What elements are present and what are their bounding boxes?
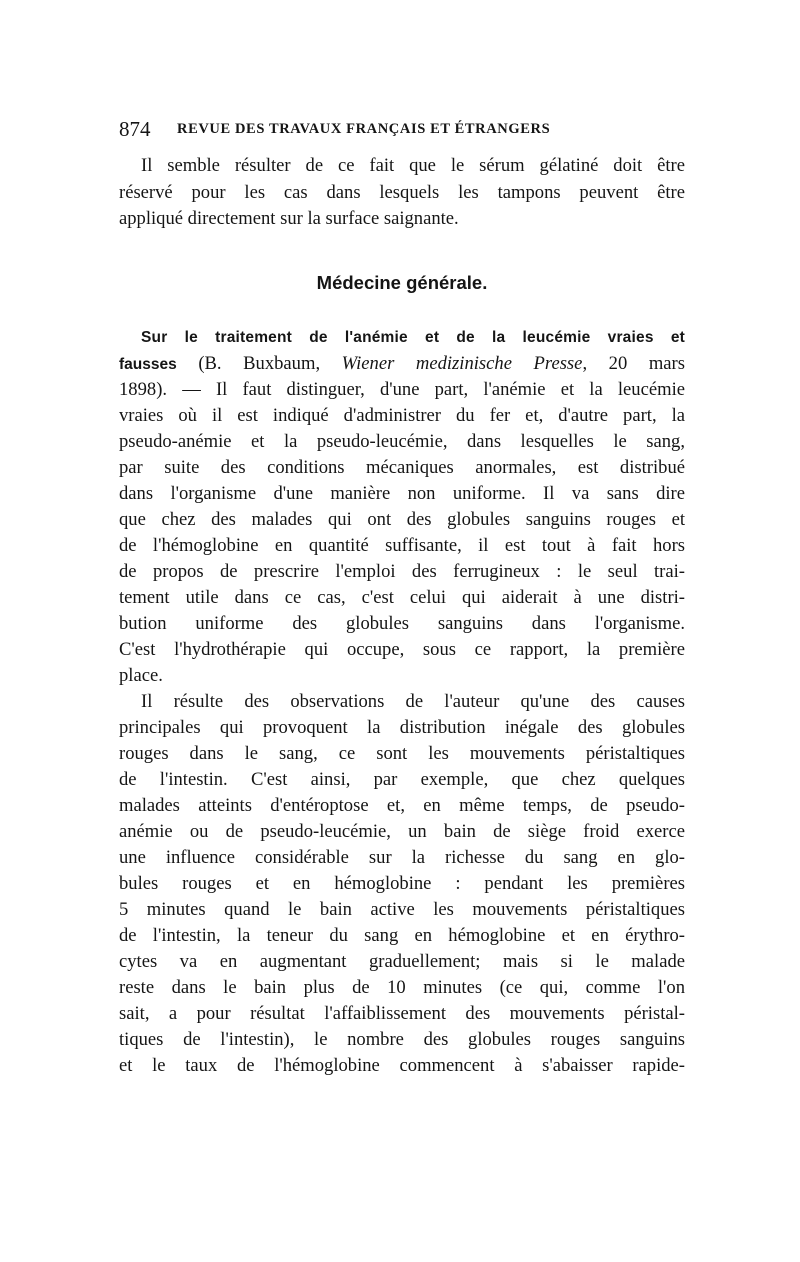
text-line: pseudo-anémie et la pseudo-leucémie, dans lesquelles le sang,: [119, 431, 685, 452]
text-line: dans l'organisme d'une manière non uniforme. Il va sans dire: [119, 483, 685, 504]
citation-date: , 20 mars: [582, 353, 685, 374]
text-line: malades atteints d'entéroptose et, en même temps, de pseudo-: [119, 795, 685, 816]
text-line: Il résulte des observations de l'auteur qu'une des causes: [141, 691, 685, 712]
text-line: une influence considérable sur la richesse du sang en glo-: [119, 847, 685, 868]
page-number: 874: [119, 117, 151, 141]
text-line: anémie ou de pseudo-leucémie, un bain de siège froid exerce: [119, 821, 685, 842]
article-citation-line: [119, 351, 685, 377]
text-line: appliqué directement sur la surface saignante.: [119, 208, 459, 229]
text-line: principales qui provoquent la distribution inégale des globules: [119, 717, 685, 738]
text-line: vraies où il est indiqué d'administrer du fer et, d'autre part, la: [119, 405, 685, 426]
citation-journal: Wiener medizinische Presse: [341, 353, 583, 374]
text-line: sait, a pour résultat l'affaiblissement des mouvements péristal-: [119, 1003, 685, 1024]
text-line: que chez des malades qui ont des globules sanguins rouges et: [119, 509, 685, 530]
article-title-continued: fausses: [119, 356, 177, 373]
section-title: Médecine générale.: [316, 272, 488, 293]
text-line: Il semble résulter de ce fait que le sérum gélatiné doit être: [141, 155, 685, 176]
text-line: bution uniforme des globules sanguins dans l'organisme.: [119, 613, 685, 634]
text-line: de l'intestin. C'est ainsi, par exemple, que chez quelques: [119, 769, 685, 790]
text-line: bules rouges et en hémoglobine : pendant les premières: [119, 873, 685, 894]
text-line: reste dans le bain plus de 10 minutes (ce qui, comme l'on: [119, 977, 685, 998]
text-line: C'est l'hydrothérapie qui occupe, sous ce rapport, la première: [119, 639, 685, 660]
text-line: réservé pour les cas dans lesquels les tampons peuvent être: [119, 182, 685, 203]
text-line: 5 minutes quand le bain active les mouvements péristaltiques: [119, 899, 685, 920]
text-line: tement utile dans ce cas, c'est celui qui aiderait à une distri-: [119, 587, 685, 608]
text-line: cytes va en augmentant graduellement; mais si le malade: [119, 951, 685, 972]
text-line: de l'intestin, la teneur du sang en hémoglobine et en érythro-: [119, 925, 685, 946]
text-line: par suite des conditions mécaniques anormales, est distribué: [119, 457, 685, 478]
text-line: 1898). — Il faut distinguer, d'une part, l'anémie et la leucémie: [119, 379, 685, 400]
running-title: REVUE DES TRAVAUX FRANÇAIS ET ÉTRANGERS: [177, 121, 551, 137]
text-line: et le taux de l'hémoglobine commencent à s'abaisser rapide-: [119, 1055, 685, 1076]
running-header: [119, 116, 685, 142]
text-line: rouges dans le sang, ce sont les mouvements péristaltiques: [119, 743, 685, 764]
citation-author: (B. Buxbaum,: [176, 353, 342, 374]
text-line: de propos de prescrire l'emploi des ferrugineux : le seul trai-: [119, 561, 685, 582]
text-line: place.: [119, 665, 163, 686]
text-line: de l'hémoglobine en quantité suffisante, il est tout à fait hors: [119, 535, 685, 556]
text-line: tiques de l'intestin), le nombre des globules rouges sanguins: [119, 1029, 685, 1050]
article-title: Sur le traitement de l'anémie et de la leucémie vraies et: [141, 329, 685, 346]
